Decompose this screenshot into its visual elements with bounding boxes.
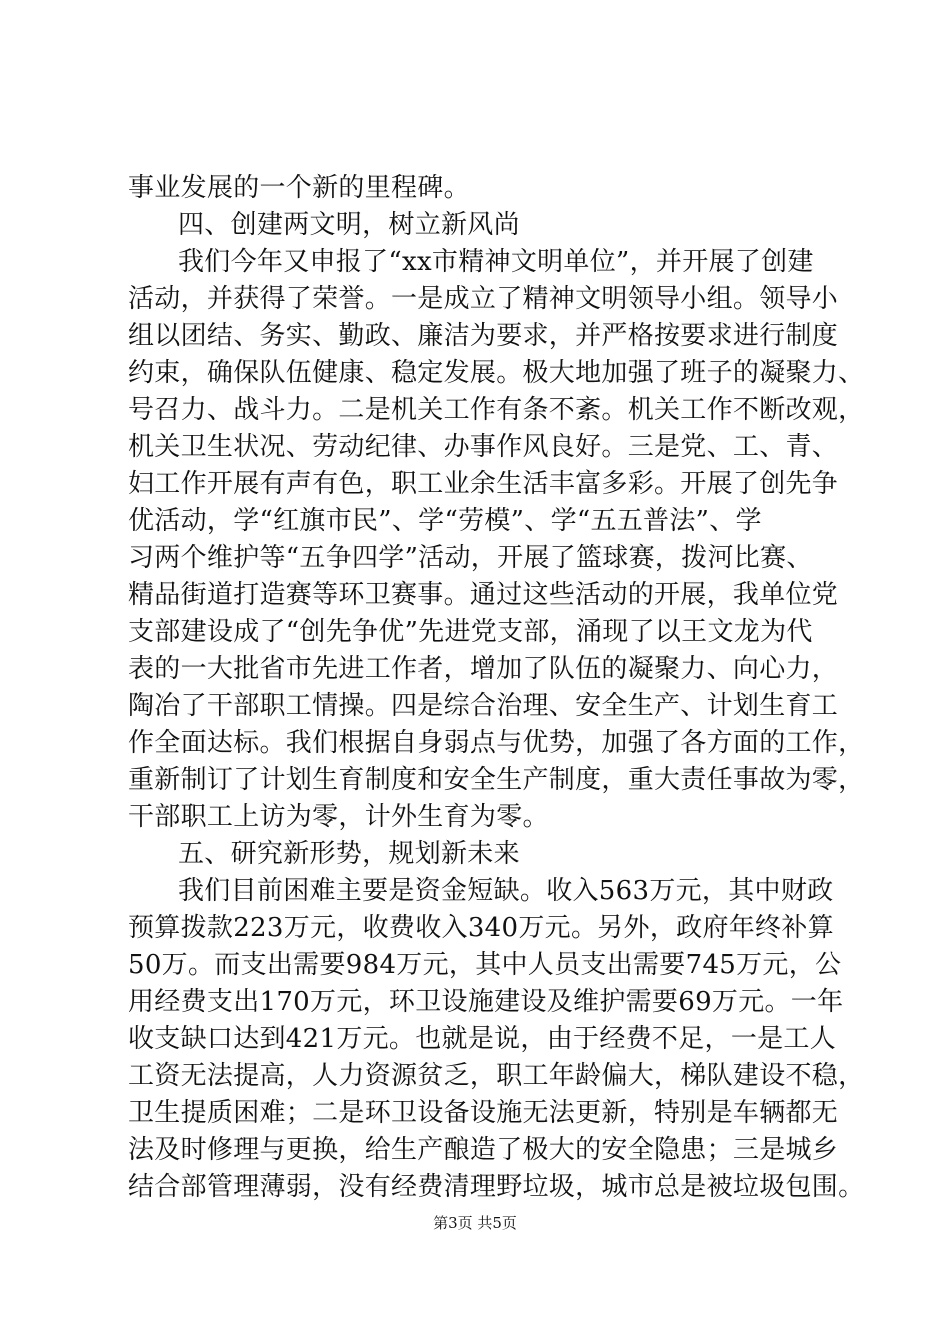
text-line: 支部建设成了“创先争优”先进党支部，涌现了以王文龙为代: [128, 617, 813, 647]
text-line: 我们目前困难主要是资金短缺。收入563万元，其中财政: [178, 876, 834, 906]
text-line: 我们今年又申报了“xx市精神文明单位”，并开展了创建: [178, 247, 814, 277]
text-line: 机关卫生状况、劳动纪律、办事作风良好。三是党、工、青、: [128, 432, 839, 462]
text-line: 习两个维护等“五争四学”活动，开展了篮球赛，拨河比赛、: [128, 543, 813, 573]
text-line: 卫生提质困难；二是环卫设备设施无法更新，特别是车辆都无: [128, 1098, 839, 1128]
text-line: 陶冶了干部职工情操。四是综合治理、安全生产、计划生育工: [128, 691, 839, 721]
text-line: 50万。而支出需要984万元，其中人员支出需要745万元，公: [128, 950, 842, 980]
text-line: 表的一大批省市先进工作者，增加了队伍的凝聚力、向心力，: [128, 654, 839, 684]
text-line: 收支缺口达到421万元。也就是说，由于经费不足，一是工人: [128, 1024, 837, 1054]
text-line: 预算拨款223万元，收费收入340万元。另外，政府年终补算: [128, 913, 834, 943]
section-heading: 五、研究新形势，规划新未来: [178, 839, 520, 869]
text-line: 法及时修理与更换，给生产酿造了极大的安全隐患；三是城乡: [128, 1135, 839, 1165]
text-line: 约束，确保队伍健康、稳定发展。极大地加强了班子的凝聚力、: [128, 358, 865, 388]
text-line: 作全面达标。我们根据自身弱点与优势，加强了各方面的工作，: [128, 728, 865, 758]
section-heading: 四、创建两文明，树立新风尚: [178, 210, 520, 240]
text-line: 妇工作开展有声有色，职工业余生活丰富多彩。开展了创先争: [128, 469, 839, 499]
text-line: 重新制订了计划生育制度和安全生产制度，重大责任事故为零，: [128, 765, 865, 795]
text-line: 组以团结、务实、勤政、廉洁为要求，并严格按要求进行制度: [128, 321, 839, 351]
text-line: 事业发展的一个新的里程碑。: [128, 173, 470, 203]
text-line: 工资无法提高，人力资源贫乏，职工年龄偏大，梯队建设不稳，: [128, 1061, 865, 1091]
page-number-footer: 第3页 共5页: [433, 1214, 517, 1232]
text-line: 干部职工上访为零，计外生育为零。: [128, 802, 549, 832]
text-line: 精品街道打造赛等环卫赛事。通过这些活动的开展，我单位党: [128, 580, 839, 610]
text-line: 结合部管理薄弱，没有经费清理野垃圾，城市总是被垃圾包围。: [128, 1172, 865, 1202]
text-line: 活动，并获得了荣誉。一是成立了精神文明领导小组。领导小: [128, 284, 839, 314]
text-line: 用经费支出170万元，环卫设施建设及维护需要69万元。一年: [128, 987, 844, 1017]
text-line: 优活动，学“红旗市民”、学“劳模”、学“五五普法”、学: [128, 506, 762, 536]
text-line: 号召力、战斗力。二是机关工作有条不紊。机关工作不断改观，: [128, 395, 865, 425]
